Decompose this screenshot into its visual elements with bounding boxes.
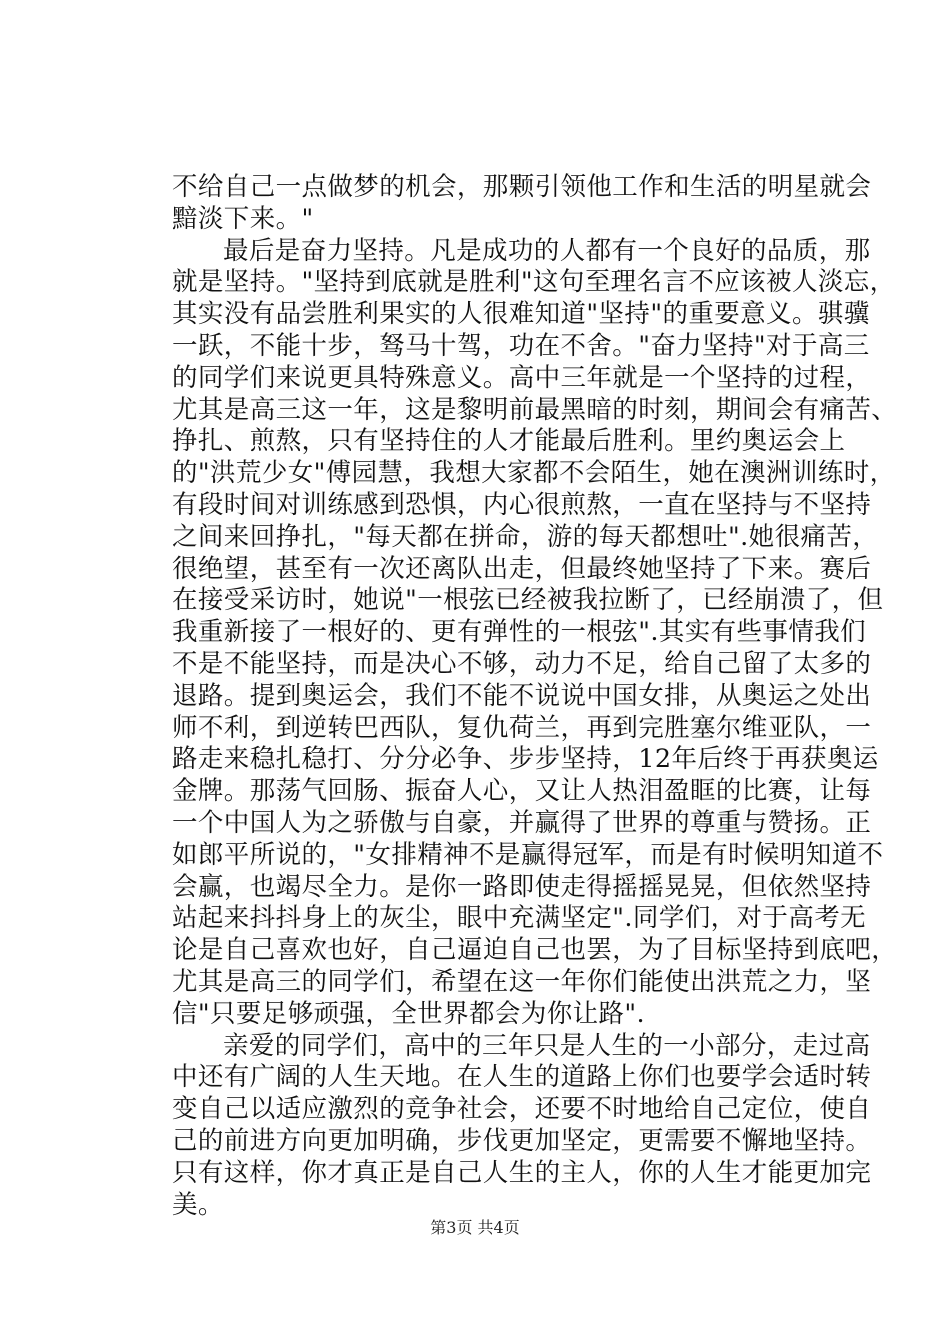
text-line: 其实没有品尝胜利果实的人很难知道"坚持"的重要意义。骐骥 xyxy=(172,299,870,330)
text-line: 不是不能坚持，而是决心不够，动力不足，给自己留了太多的 xyxy=(172,648,872,679)
text-line: 中还有广阔的人生天地。在人生的道路上你们也要学会适时转 xyxy=(172,1062,872,1093)
text-line: 退路。提到奥运会，我们不能不说说中国女排，从奥运之处出 xyxy=(172,680,872,711)
text-line: 就是坚持。"坚持到底就是胜利"这句至理名言不应该被人淡忘， xyxy=(172,267,896,298)
page-number-footer: 第3页 共4页 xyxy=(430,1218,520,1237)
text-line: 的同学们来说更具特殊意义。高中三年就是一个坚持的过程， xyxy=(172,362,872,393)
text-line: 论是自己喜欢也好，自己逼迫自己也罢，为了目标坚持到底吧， xyxy=(172,935,898,966)
text-line: 不给自己一点做梦的机会，那颗引领他工作和生活的明星就会 xyxy=(172,172,872,202)
text-line: 我重新接了一根好的、更有弹性的一根弦".其实有些事情我们 xyxy=(172,617,867,648)
text-line: 的"洪荒少女"傅园慧，我想大家都不会陌生，她在澳洲训练时， xyxy=(172,458,896,489)
text-line: 金牌。那荡气回肠、振奋人心，又让人热泪盈眶的比赛，让每 xyxy=(172,776,872,807)
text-line: 之间来回挣扎，"每天都在拼命，游的每天都想吐".她很痛苦， xyxy=(172,521,879,552)
text-line: 有段时间对训练感到恐惧，内心很煎熬，一直在坚持与不坚持 xyxy=(172,489,872,520)
text-line: 一跃，不能十步，驽马十驾，功在不舍。"奋力坚持"对于高三 xyxy=(172,330,870,361)
text-line: 黯淡下来。" xyxy=(172,203,314,234)
text-line: 在接受采访时，她说"一根弦已经被我拉断了，已经崩溃了，但 xyxy=(172,585,884,616)
text-line: 最后是奋力坚持。凡是成功的人都有一个良好的品质，那 xyxy=(223,235,871,266)
text-line: 己的前进方向更加明确，步伐更加坚定，更需要不懈地坚持。 xyxy=(172,1125,872,1156)
text-line: 一个中国人为之骄傲与自豪，并赢得了世界的尊重与赞扬。正 xyxy=(172,807,872,838)
text-line: 会赢，也竭尽全力。是你一路即使走得摇摇晃晃，但依然坚持 xyxy=(172,871,872,902)
text-line: 只有这样，你才真正是自己人生的主人，你的人生才能更加完 xyxy=(172,1157,872,1188)
text-line: 如郎平所说的，"女排精神不是赢得冠军，而是有时候明知道不 xyxy=(172,839,884,870)
text-line: 师不利，到逆转巴西队，复仇荷兰，再到完胜塞尔维亚队，一 xyxy=(172,712,872,743)
text-line: 很绝望，甚至有一次还离队出走，但最终她坚持了下来。赛后 xyxy=(172,553,872,584)
text-line: 挣扎、煎熬，只有坚持住的人才能最后胜利。里约奥运会上 xyxy=(172,426,846,457)
body-text xyxy=(172,172,898,1221)
text-line: 信"只要足够顽强，全世界都会为你让路". xyxy=(172,998,646,1029)
text-line: 美。 xyxy=(172,1189,224,1220)
text-line: 亲爱的同学们，高中的三年只是人生的一小部分，走过高 xyxy=(223,1030,871,1061)
text-line: 尤其是高三的同学们，希望在这一年你们能使出洪荒之力，坚 xyxy=(172,966,872,997)
text-line: 路走来稳扎稳打、分分必争、步步坚持，12年后终于再获奥运 xyxy=(172,744,879,775)
text-line: 站起来抖抖身上的灰尘，眼中充满坚定".同学们，对于高考无 xyxy=(172,903,867,934)
text-line: 尤其是高三这一年，这是黎明前最黑暗的时刻，期间会有痛苦、 xyxy=(172,394,898,425)
text-line: 变自己以适应激烈的竞争社会，还要不时地给自己定位，使自 xyxy=(172,1094,872,1125)
